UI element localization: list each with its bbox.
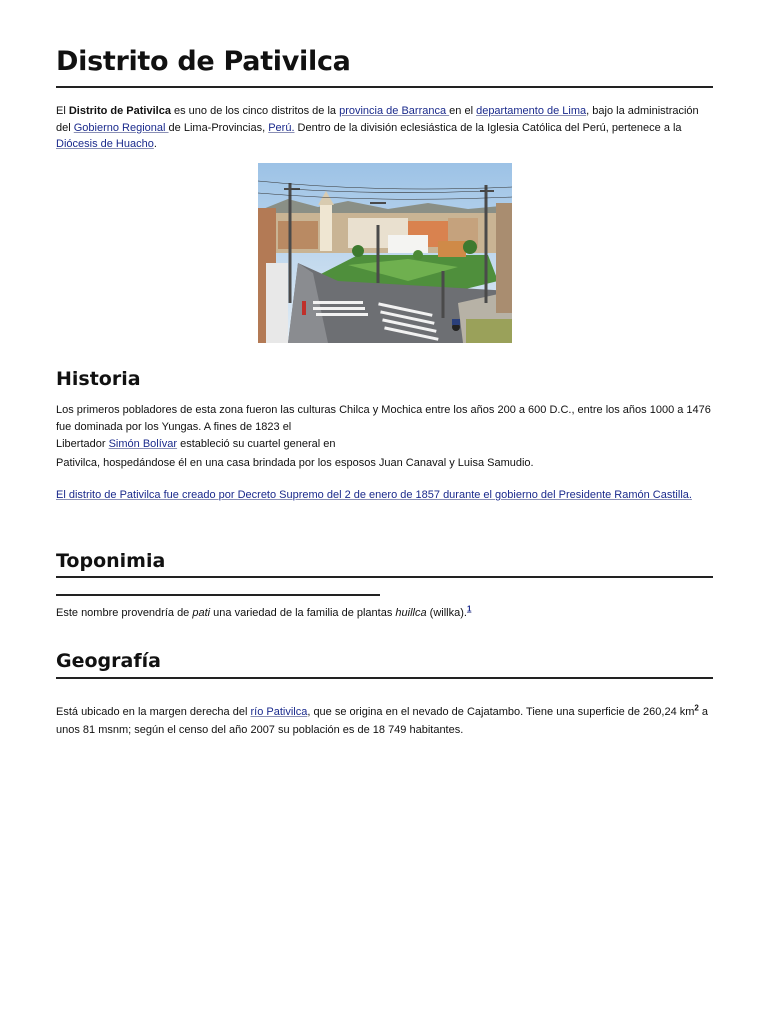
pativilca-plaza-photo (258, 163, 512, 343)
footnote-1-link[interactable]: 1 (466, 604, 472, 614)
intro-text: en el (449, 105, 477, 117)
historia-text: Libertador (56, 438, 109, 450)
historia-text: estableció su cuartel general en (177, 438, 336, 450)
link-rio-pativilca[interactable]: río Pativilca (250, 706, 308, 718)
heading-toponimia: Toponimia (56, 550, 166, 572)
superscript-2: 2 (694, 703, 699, 713)
intro-text: de Lima-Provincias, (168, 121, 269, 134)
toponimia-short-divider (56, 594, 380, 596)
toponimia-divider (56, 576, 713, 578)
intro-text: es uno de los cinco distritos de la (170, 105, 340, 117)
geografia-divider (56, 677, 713, 679)
intro-bold: Distrito de Pativilca (68, 105, 171, 117)
intro-paragraph (56, 103, 713, 153)
geografia-text: , que se origina en el nevado de Cajatambo. Tiene una superficie de 260,24 km (307, 706, 695, 718)
intro-text: El (56, 105, 69, 117)
link-gobierno-regional[interactable]: Gobierno Regional (73, 121, 169, 134)
historia-paragraph-1c: Pativilca, hospedándose él en una casa brindada por los esposos Juan Canaval y Luisa Samudio. (56, 457, 534, 469)
link-provincia-barranca[interactable]: provincia de Barranca (339, 105, 450, 117)
link-peru[interactable]: Perú. (268, 121, 295, 134)
historia-paragraph-1: Los primeros pobladores de esta zona fueron las culturas Chilca y Mochica entre los años 200 a 600 D.C., entre los años 1000 a 1476 fue dominada por los Yungas. A fines de 1823 el (56, 404, 711, 433)
toponimia-paragraph (56, 605, 713, 622)
toponimia-text: Este nombre provendría de (56, 607, 193, 619)
toponimia-italic: huillca (395, 607, 427, 619)
geografia-text: Está ubicado en la margen derecha del (56, 706, 251, 718)
geografia-paragraph (56, 703, 713, 739)
toponimia-text: una variedad de la familia de plantas (210, 607, 396, 619)
heading-geografia: Geografía (56, 650, 161, 672)
geografia-text: a unos 81 msnm; según el censo del año 2007 su población es de 18 749 habitantes. (56, 706, 709, 736)
toponimia-italic: pati (192, 607, 211, 619)
intro-text: . (153, 138, 157, 150)
title-divider (56, 86, 713, 88)
toponimia-text: (willka). (426, 607, 467, 619)
page-title: Distrito de Pativilca (56, 46, 351, 77)
historia-paragraph-1b (56, 436, 713, 453)
historia-paragraph-2 (56, 487, 713, 504)
intro-text: Dentro de la división eclesiástica de la Iglesia Católica del Perú, pertenece a la (294, 121, 682, 134)
link-simon-bolivar[interactable]: Simón Bolívar (108, 438, 178, 450)
link-diocesis-huacho[interactable]: Diócesis de Huacho (56, 138, 154, 150)
intro-text: , bajo la administración del (56, 105, 699, 134)
link-creacion-distrito[interactable]: El distrito de Pativilca fue creado por Decreto Supremo del 2 de enero de 1857 durante el gobierno del Presidente Ramón Castilla. (56, 489, 692, 501)
heading-historia: Historia (56, 368, 141, 390)
link-departamento-lima[interactable]: departamento de Lima (476, 105, 587, 117)
